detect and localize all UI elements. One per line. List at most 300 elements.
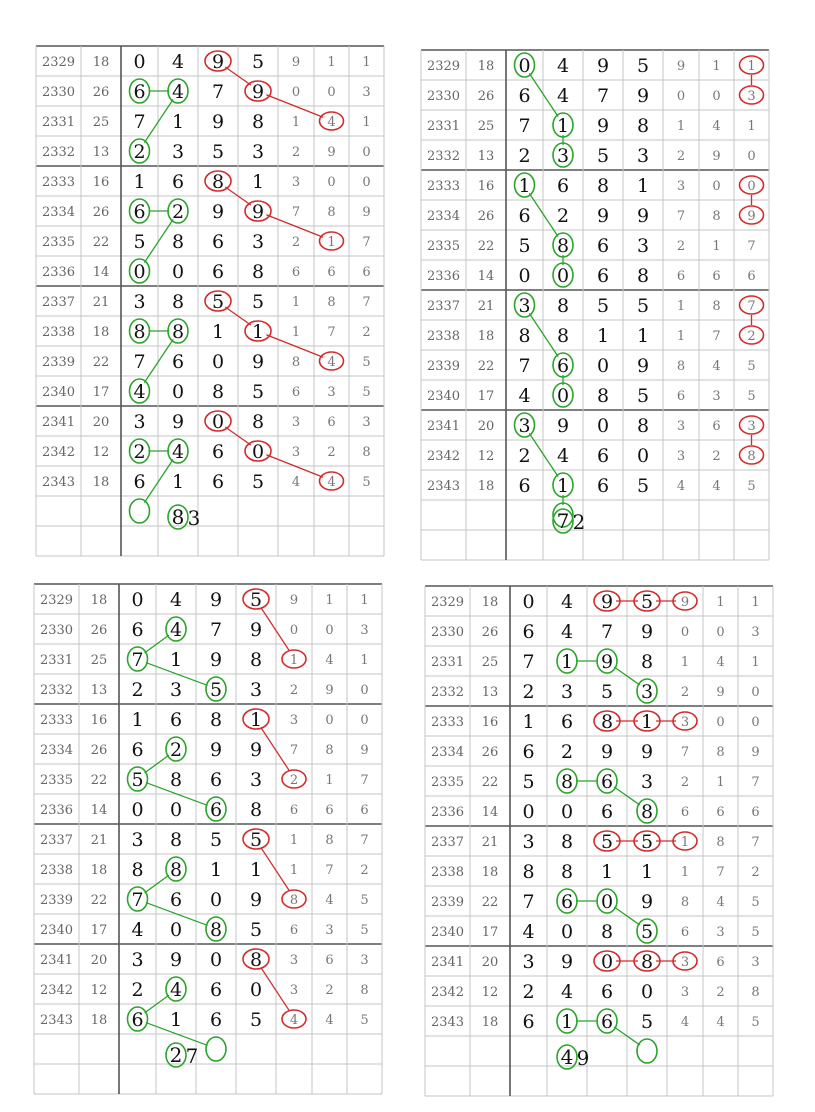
digit-cell: 6 bbox=[133, 201, 146, 223]
extra-cell: 3 bbox=[291, 445, 301, 460]
sum-cell: 16 bbox=[90, 713, 108, 728]
extra-cell: 0 bbox=[680, 625, 690, 640]
digit-cell: 4 bbox=[169, 589, 183, 611]
extra-cell: 7 bbox=[751, 835, 760, 850]
extra-cell: 9 bbox=[291, 55, 301, 70]
digit-cell: 8 bbox=[556, 235, 570, 257]
digit-cell: 5 bbox=[249, 829, 263, 851]
digit-cell: 9 bbox=[636, 205, 650, 227]
digit-cell: 6 bbox=[133, 81, 146, 103]
extra-cell: 5 bbox=[751, 1015, 760, 1030]
digit-cell: 8 bbox=[251, 111, 265, 133]
digit-cell: 4 bbox=[556, 85, 570, 107]
sum-cell: 14 bbox=[481, 805, 499, 820]
digit-cell: 0 bbox=[169, 799, 183, 821]
sum-cell: 26 bbox=[90, 623, 108, 638]
footer-circled-digit: 2 bbox=[169, 1043, 183, 1067]
extra-cell: 1 bbox=[676, 119, 686, 134]
extra-cell: 3 bbox=[360, 953, 369, 968]
sum-cell: 22 bbox=[90, 773, 108, 788]
digit-cell: 3 bbox=[522, 831, 535, 853]
extra-cell: 1 bbox=[680, 655, 690, 670]
issue-cell: 2333 bbox=[426, 179, 461, 194]
digit-cell: 7 bbox=[209, 619, 223, 641]
extra-cell: 8 bbox=[362, 445, 371, 460]
issue-cell: 2333 bbox=[39, 713, 74, 728]
digit-cell: 2 bbox=[131, 679, 144, 701]
extra-cell: 4 bbox=[712, 359, 721, 374]
extra-cell: 7 bbox=[327, 325, 336, 340]
extra-cell: 0 bbox=[362, 175, 371, 190]
digit-cell: 1 bbox=[596, 325, 610, 347]
extra-cell: 3 bbox=[362, 85, 371, 100]
extra-cell: 1 bbox=[716, 775, 725, 790]
digit-cell: 0 bbox=[560, 921, 574, 943]
panel-top-left bbox=[35, 45, 385, 557]
extra-cell: 0 bbox=[325, 713, 334, 728]
digit-cell: 8 bbox=[556, 295, 570, 317]
digit-cell: 8 bbox=[251, 261, 265, 283]
digit-cell: 2 bbox=[133, 441, 146, 463]
extra-cell: 6 bbox=[712, 419, 721, 434]
digit-cell: 8 bbox=[556, 325, 570, 347]
digit-cell: 4 bbox=[560, 621, 574, 643]
extra-cell: 4 bbox=[712, 119, 721, 134]
sum-cell: 22 bbox=[477, 239, 495, 254]
extra-cell: 2 bbox=[289, 773, 299, 788]
issue-cell: 2332 bbox=[430, 685, 465, 700]
sum-cell: 18 bbox=[477, 329, 495, 344]
extra-cell: 1 bbox=[676, 329, 686, 344]
digit-cell: 8 bbox=[636, 415, 650, 437]
extra-cell: 2 bbox=[289, 683, 299, 698]
extra-cell: 1 bbox=[291, 325, 301, 340]
digit-cell: 8 bbox=[600, 921, 614, 943]
issue-cell: 2330 bbox=[426, 89, 461, 104]
issue-cell: 2340 bbox=[41, 385, 76, 400]
digit-cell: 6 bbox=[556, 355, 570, 377]
extra-cell: 0 bbox=[751, 685, 760, 700]
digit-cell: 8 bbox=[209, 919, 223, 941]
digit-cell: 0 bbox=[133, 51, 146, 73]
extra-cell: 1 bbox=[362, 55, 371, 70]
footer-circled-digit: 8 bbox=[171, 505, 185, 529]
grid-svg bbox=[35, 45, 385, 557]
extra-cell: 0 bbox=[291, 85, 301, 100]
digit-cell: 1 bbox=[209, 859, 223, 881]
digit-cell: 3 bbox=[251, 231, 265, 253]
issue-cell: 2335 bbox=[426, 239, 461, 254]
digit-cell: 5 bbox=[251, 51, 265, 73]
digit-cell: 6 bbox=[211, 471, 225, 493]
digit-cell: 0 bbox=[636, 445, 650, 467]
digit-cell: 6 bbox=[522, 621, 535, 643]
sum-cell: 25 bbox=[481, 655, 499, 670]
digit-cell: 0 bbox=[171, 261, 185, 283]
footer-tail-digit: 9 bbox=[576, 1046, 590, 1070]
digit-cell: 5 bbox=[640, 831, 654, 853]
sum-cell: 22 bbox=[90, 893, 108, 908]
issue-cell: 2331 bbox=[426, 119, 461, 134]
digit-cell: 4 bbox=[560, 591, 574, 613]
extra-cell: 2 bbox=[291, 145, 301, 160]
extra-cell: 6 bbox=[362, 265, 371, 280]
digit-cell: 8 bbox=[133, 321, 146, 343]
extra-cell: 3 bbox=[680, 955, 690, 970]
issue-cell: 2329 bbox=[426, 59, 461, 74]
extra-cell: 6 bbox=[289, 923, 299, 938]
digit-cell: 6 bbox=[209, 769, 223, 791]
extra-cell: 7 bbox=[325, 863, 334, 878]
digit-cell: 6 bbox=[169, 709, 183, 731]
sum-cell: 25 bbox=[90, 653, 108, 668]
extra-cell: 1 bbox=[360, 593, 369, 608]
extra-cell: 3 bbox=[362, 415, 371, 430]
issue-cell: 2335 bbox=[39, 773, 74, 788]
extra-cell: 1 bbox=[362, 115, 371, 130]
extra-cell: 6 bbox=[327, 265, 336, 280]
extra-cell: 0 bbox=[360, 713, 369, 728]
issue-cell: 2329 bbox=[41, 55, 76, 70]
digit-cell: 2 bbox=[518, 145, 531, 167]
extra-cell: 5 bbox=[362, 385, 371, 400]
extra-cell: 1 bbox=[751, 595, 760, 610]
digit-cell: 5 bbox=[636, 295, 650, 317]
digit-cell: 3 bbox=[249, 769, 263, 791]
digit-cell: 9 bbox=[636, 355, 650, 377]
extra-cell: 3 bbox=[747, 419, 756, 434]
digit-cell: 3 bbox=[131, 829, 144, 851]
sum-cell: 21 bbox=[481, 835, 499, 850]
extra-cell: 3 bbox=[360, 623, 369, 638]
extra-cell: 2 bbox=[712, 449, 721, 464]
digit-cell: 8 bbox=[596, 385, 610, 407]
digit-cell: 6 bbox=[522, 741, 535, 763]
digit-cell: 5 bbox=[133, 231, 146, 253]
digit-cell: 0 bbox=[211, 351, 225, 373]
digit-cell: 5 bbox=[518, 235, 531, 257]
digit-cell: 3 bbox=[522, 951, 535, 973]
green-circle-mark bbox=[637, 1039, 657, 1063]
sum-cell: 12 bbox=[481, 985, 499, 1000]
extra-cell: 5 bbox=[360, 923, 369, 938]
extra-cell: 6 bbox=[325, 953, 334, 968]
digit-cell: 6 bbox=[518, 85, 531, 107]
extra-cell: 4 bbox=[680, 1015, 690, 1030]
digit-cell: 1 bbox=[640, 861, 654, 883]
digit-cell: 2 bbox=[171, 201, 185, 223]
digit-cell: 6 bbox=[171, 171, 185, 193]
issue-cell: 2343 bbox=[430, 1015, 465, 1030]
issue-cell: 2336 bbox=[426, 269, 461, 284]
extra-cell: 8 bbox=[325, 743, 334, 758]
issue-cell: 2332 bbox=[41, 145, 76, 160]
extra-cell: 1 bbox=[289, 653, 299, 668]
extra-cell: 0 bbox=[716, 625, 725, 640]
sum-cell: 12 bbox=[90, 983, 108, 998]
extra-cell: 6 bbox=[712, 269, 721, 284]
extra-cell: 4 bbox=[325, 1013, 334, 1028]
issue-cell: 2334 bbox=[430, 745, 465, 760]
sum-cell: 16 bbox=[481, 715, 499, 730]
extra-cell: 3 bbox=[289, 983, 299, 998]
digit-cell: 9 bbox=[640, 621, 654, 643]
issue-cell: 2336 bbox=[430, 805, 465, 820]
footer-tail-digit: 3 bbox=[187, 506, 201, 530]
extra-cell: 0 bbox=[362, 145, 371, 160]
digit-cell: 1 bbox=[600, 861, 614, 883]
footer-tail-digit: 2 bbox=[572, 510, 586, 534]
digit-cell: 4 bbox=[522, 921, 535, 943]
sum-cell: 20 bbox=[92, 415, 110, 430]
sum-cell: 13 bbox=[90, 683, 108, 698]
extra-cell: 5 bbox=[360, 1013, 369, 1028]
extra-cell: 6 bbox=[291, 385, 301, 400]
extra-cell: 0 bbox=[712, 89, 721, 104]
digit-cell: 9 bbox=[596, 115, 610, 137]
extra-cell: 2 bbox=[327, 445, 336, 460]
digit-cell: 6 bbox=[600, 1011, 614, 1033]
extra-cell: 2 bbox=[680, 775, 690, 790]
sum-cell: 13 bbox=[481, 685, 499, 700]
digit-cell: 6 bbox=[522, 1011, 535, 1033]
digit-cell: 8 bbox=[560, 831, 574, 853]
digit-cell: 3 bbox=[636, 145, 650, 167]
sum-cell: 18 bbox=[90, 863, 108, 878]
extra-cell: 7 bbox=[360, 773, 369, 788]
sum-cell: 16 bbox=[92, 175, 110, 190]
digit-cell: 0 bbox=[518, 265, 531, 287]
issue-cell: 2331 bbox=[39, 653, 74, 668]
digit-cell: 8 bbox=[640, 651, 654, 673]
digit-cell: 8 bbox=[171, 321, 185, 343]
digit-cell: 1 bbox=[171, 471, 185, 493]
extra-cell: 8 bbox=[712, 299, 721, 314]
digit-cell: 1 bbox=[249, 859, 263, 881]
digit-cell: 0 bbox=[600, 891, 614, 913]
digit-cell: 9 bbox=[249, 619, 263, 641]
digit-cell: 3 bbox=[251, 141, 265, 163]
extra-cell: 1 bbox=[712, 239, 721, 254]
digit-cell: 6 bbox=[596, 235, 610, 257]
digit-cell: 8 bbox=[640, 951, 654, 973]
issue-cell: 2338 bbox=[430, 865, 465, 880]
extra-cell: 6 bbox=[676, 389, 686, 404]
extra-cell: 3 bbox=[676, 179, 686, 194]
digit-cell: 3 bbox=[169, 679, 183, 701]
issue-cell: 2336 bbox=[39, 803, 74, 818]
digit-cell: 0 bbox=[169, 919, 183, 941]
digit-cell: 9 bbox=[560, 951, 574, 973]
extra-cell: 7 bbox=[289, 743, 299, 758]
extra-cell: 1 bbox=[747, 59, 756, 74]
issue-cell: 2333 bbox=[430, 715, 465, 730]
digit-cell: 1 bbox=[560, 1011, 574, 1033]
extra-cell: 3 bbox=[747, 89, 756, 104]
sum-cell: 13 bbox=[92, 145, 110, 160]
extra-cell: 0 bbox=[747, 149, 756, 164]
issue-cell: 2339 bbox=[39, 893, 74, 908]
extra-cell: 9 bbox=[716, 685, 725, 700]
green-circle-mark bbox=[130, 499, 150, 523]
digit-cell: 8 bbox=[169, 829, 183, 851]
extra-cell: 1 bbox=[680, 865, 690, 880]
digit-cell: 2 bbox=[522, 981, 535, 1003]
issue-cell: 2332 bbox=[426, 149, 461, 164]
sum-cell: 26 bbox=[481, 625, 499, 640]
digit-cell: 9 bbox=[209, 589, 223, 611]
digit-cell: 4 bbox=[556, 55, 570, 77]
extra-cell: 5 bbox=[751, 925, 760, 940]
issue-cell: 2338 bbox=[39, 863, 74, 878]
extra-cell: 3 bbox=[327, 385, 336, 400]
issue-cell: 2332 bbox=[39, 683, 74, 698]
digit-cell: 6 bbox=[560, 891, 574, 913]
issue-cell: 2343 bbox=[41, 475, 76, 490]
digit-cell: 9 bbox=[249, 889, 263, 911]
grid-svg bbox=[420, 49, 770, 561]
sum-cell: 13 bbox=[477, 149, 495, 164]
sum-cell: 12 bbox=[92, 445, 110, 460]
digit-cell: 7 bbox=[522, 891, 535, 913]
extra-cell: 6 bbox=[747, 269, 756, 284]
digit-cell: 5 bbox=[131, 769, 144, 791]
digit-cell: 6 bbox=[560, 711, 574, 733]
extra-cell: 1 bbox=[289, 863, 299, 878]
extra-cell: 5 bbox=[362, 355, 371, 370]
digit-cell: 8 bbox=[596, 175, 610, 197]
digit-cell: 2 bbox=[133, 141, 146, 163]
digit-cell: 6 bbox=[169, 889, 183, 911]
digit-cell: 4 bbox=[131, 919, 144, 941]
extra-cell: 3 bbox=[680, 715, 690, 730]
extra-cell: 8 bbox=[360, 983, 369, 998]
digit-cell: 1 bbox=[169, 649, 183, 671]
extra-cell: 8 bbox=[680, 895, 690, 910]
issue-cell: 2331 bbox=[41, 115, 76, 130]
sum-cell: 26 bbox=[477, 209, 495, 224]
digit-cell: 5 bbox=[596, 145, 610, 167]
digit-cell: 5 bbox=[600, 681, 614, 703]
footer-circled-digit: 7 bbox=[556, 509, 570, 533]
extra-cell: 9 bbox=[712, 149, 721, 164]
digit-cell: 5 bbox=[211, 291, 225, 313]
extra-cell: 8 bbox=[712, 209, 721, 224]
digit-cell: 0 bbox=[556, 265, 570, 287]
extra-cell: 4 bbox=[325, 893, 334, 908]
digit-cell: 9 bbox=[596, 205, 610, 227]
digit-cell: 6 bbox=[209, 979, 223, 1001]
issue-cell: 2330 bbox=[39, 623, 74, 638]
digit-cell: 3 bbox=[133, 411, 146, 433]
sum-cell: 22 bbox=[481, 895, 499, 910]
extra-cell: 8 bbox=[327, 205, 336, 220]
digit-cell: 3 bbox=[518, 415, 531, 437]
digit-cell: 4 bbox=[171, 51, 185, 73]
sum-cell: 22 bbox=[481, 775, 499, 790]
sum-cell: 26 bbox=[477, 89, 495, 104]
extra-cell: 8 bbox=[291, 355, 301, 370]
extra-cell: 6 bbox=[680, 925, 690, 940]
digit-cell: 8 bbox=[560, 861, 574, 883]
extra-cell: 5 bbox=[747, 359, 756, 374]
sum-cell: 14 bbox=[92, 265, 110, 280]
extra-cell: 0 bbox=[751, 715, 760, 730]
extra-cell: 3 bbox=[289, 953, 299, 968]
digit-cell: 1 bbox=[133, 171, 146, 193]
digit-cell: 3 bbox=[133, 291, 146, 313]
issue-cell: 2331 bbox=[430, 655, 465, 670]
digit-cell: 5 bbox=[640, 1011, 654, 1033]
digit-cell: 6 bbox=[209, 799, 223, 821]
extra-cell: 1 bbox=[325, 593, 334, 608]
issue-cell: 2334 bbox=[39, 743, 74, 758]
extra-cell: 0 bbox=[360, 683, 369, 698]
issue-cell: 2329 bbox=[39, 593, 74, 608]
digit-cell: 9 bbox=[209, 739, 223, 761]
sum-cell: 18 bbox=[90, 1013, 108, 1028]
extra-cell: 7 bbox=[751, 775, 760, 790]
extra-cell: 4 bbox=[716, 1015, 725, 1030]
digit-cell: 6 bbox=[556, 175, 570, 197]
digit-cell: 0 bbox=[131, 799, 144, 821]
extra-cell: 6 bbox=[325, 803, 334, 818]
digit-cell: 8 bbox=[522, 861, 535, 883]
extra-cell: 8 bbox=[327, 295, 336, 310]
digit-cell: 3 bbox=[560, 681, 574, 703]
digit-cell: 5 bbox=[636, 55, 650, 77]
digit-cell: 9 bbox=[251, 351, 265, 373]
issue-cell: 2336 bbox=[41, 265, 76, 280]
extra-cell: 4 bbox=[676, 479, 686, 494]
issue-cell: 2335 bbox=[41, 235, 76, 250]
extra-cell: 1 bbox=[680, 835, 690, 850]
extra-cell: 1 bbox=[751, 655, 760, 670]
extra-cell: 0 bbox=[716, 715, 725, 730]
sum-cell: 17 bbox=[477, 389, 495, 404]
extra-cell: 0 bbox=[325, 623, 334, 638]
digit-cell: 4 bbox=[169, 979, 183, 1001]
digit-cell: 9 bbox=[211, 201, 225, 223]
digit-cell: 0 bbox=[596, 355, 610, 377]
extra-cell: 8 bbox=[716, 745, 725, 760]
extra-cell: 1 bbox=[716, 595, 725, 610]
sum-cell: 21 bbox=[92, 295, 110, 310]
digit-cell: 6 bbox=[211, 231, 225, 253]
digit-cell: 7 bbox=[131, 649, 144, 671]
digit-cell: 1 bbox=[640, 711, 654, 733]
digit-cell: 3 bbox=[640, 771, 654, 793]
digit-cell: 8 bbox=[171, 291, 185, 313]
digit-cell: 5 bbox=[640, 921, 654, 943]
sum-cell: 18 bbox=[92, 475, 110, 490]
digit-cell: 0 bbox=[133, 261, 146, 283]
extra-cell: 6 bbox=[751, 805, 760, 820]
digit-cell: 8 bbox=[211, 171, 225, 193]
extra-cell: 5 bbox=[747, 389, 756, 404]
digit-cell: 8 bbox=[249, 799, 263, 821]
digit-cell: 8 bbox=[211, 381, 225, 403]
digit-cell: 3 bbox=[636, 235, 650, 257]
extra-cell: 6 bbox=[716, 805, 725, 820]
digit-cell: 5 bbox=[209, 679, 223, 701]
digit-cell: 8 bbox=[518, 325, 531, 347]
digit-cell: 0 bbox=[251, 441, 265, 463]
extra-cell: 7 bbox=[362, 295, 371, 310]
digit-cell: 9 bbox=[600, 741, 614, 763]
extra-cell: 8 bbox=[325, 833, 334, 848]
digit-cell: 1 bbox=[636, 325, 650, 347]
